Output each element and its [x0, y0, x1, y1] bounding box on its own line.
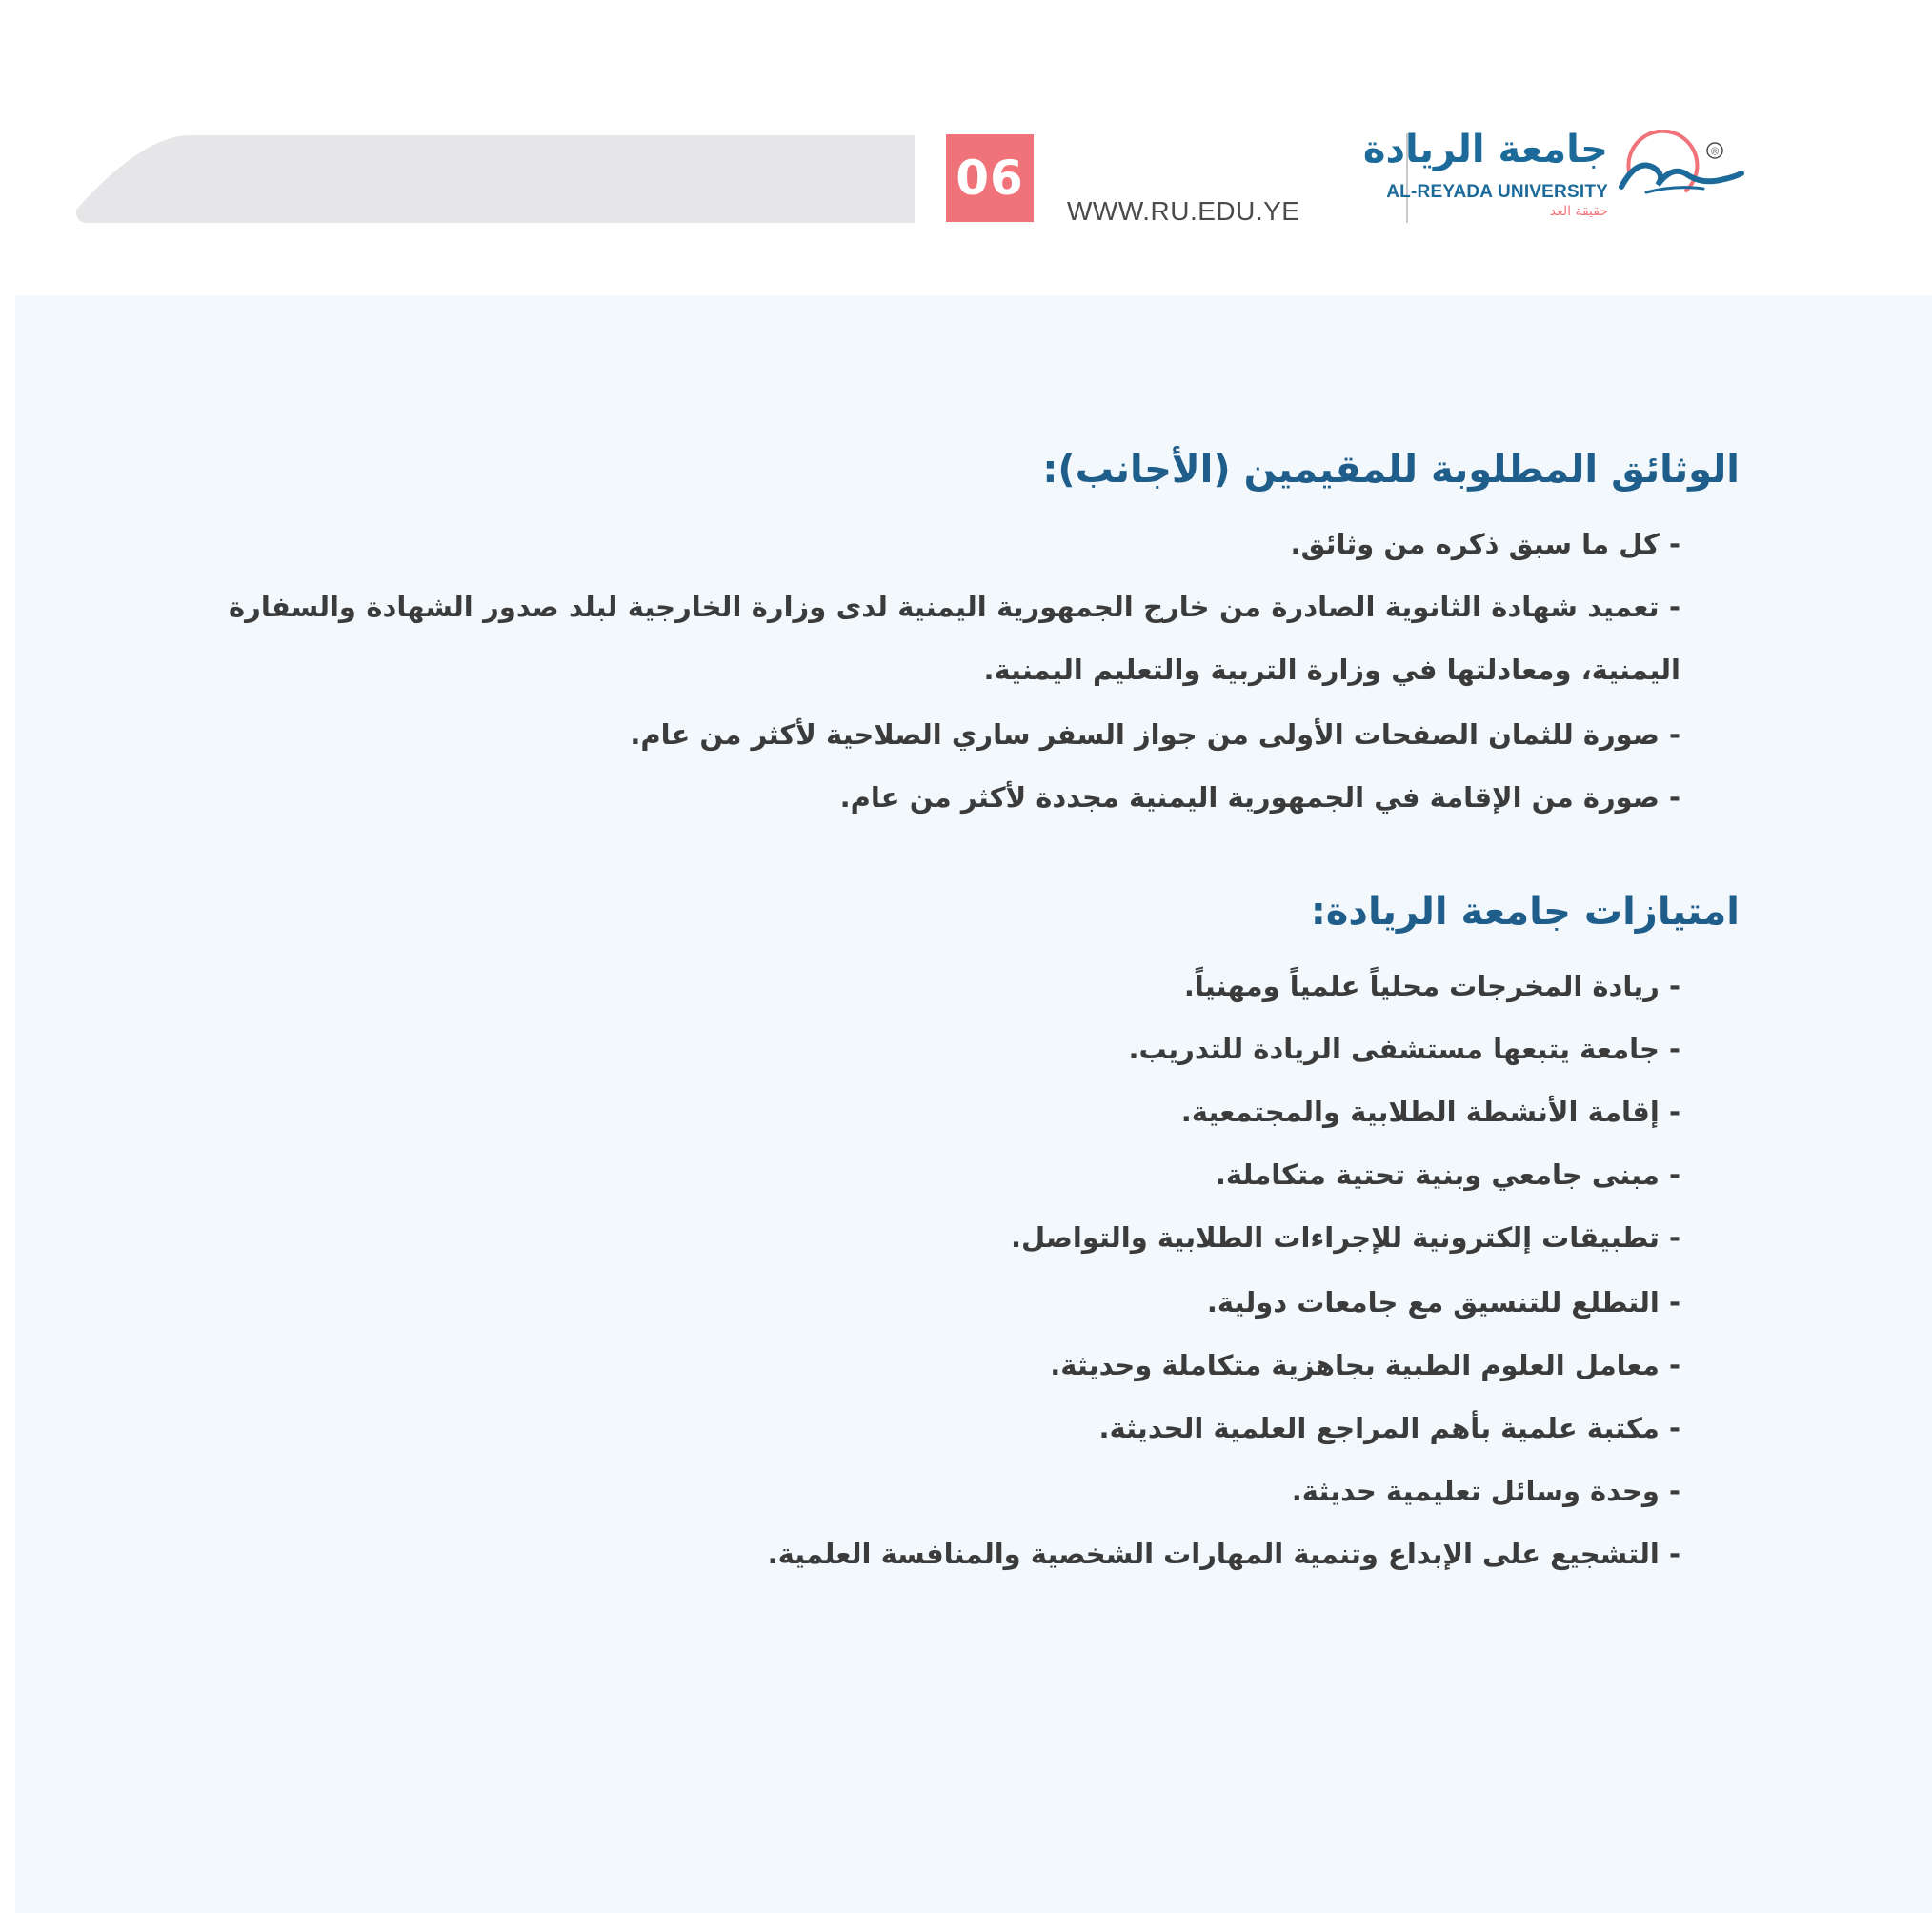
university-logo	[1362, 128, 1749, 232]
list-item: - جامعة يتبعها مستشفى الريادة للتدريب.	[1128, 1033, 1680, 1065]
list-item: - كل ما سبق ذكره من وثائق.	[1290, 528, 1680, 560]
page-content	[15, 295, 1932, 1913]
list-item: - وحدة وسائل تعليمية حديثة.	[1291, 1475, 1680, 1507]
logo-tagline: حقيقة الغد	[1549, 204, 1608, 219]
list-item: - معامل العلوم الطبية بجاهزية متكاملة وحديثة.	[1050, 1349, 1680, 1381]
page-number: 06	[946, 134, 1034, 222]
section-heading-foreign-documents: الوثائق المطلوبة للمقيمين (الأجانب):	[1042, 448, 1740, 492]
list-item: - التشجيع على الإبداع وتنمية المهارات الشخصية والمنافسة العلمية.	[767, 1538, 1680, 1570]
logo-mark-icon	[1608, 130, 1749, 206]
list-item: - تطبيقات إلكترونية للإجراءات الطلابية والتواصل.	[1011, 1221, 1680, 1254]
list-item: - ريادة المخرجات محلياً علمياً ومهنياً.	[1183, 970, 1680, 1002]
page-header	[0, 0, 1932, 295]
logo-name-english: AL-REYADA UNIVERSITY	[1386, 182, 1608, 202]
logo-name-arabic: جامعة الريادة	[1362, 128, 1608, 171]
list-item: - مبنى جامعي وبنية تحتية متكاملة.	[1215, 1158, 1680, 1191]
list-item: - صورة من الإقامة في الجمهورية اليمنية مجددة لأكثر من عام.	[839, 781, 1680, 814]
list-item: - صورة للثمان الصفحات الأولى من جواز السفر ساري الصلاحية لأكثر من عام.	[630, 718, 1680, 751]
list-item: - مكتبة علمية بأهم المراجع العلمية الحديثة.	[1098, 1412, 1680, 1444]
svg-text:®: ®	[1710, 146, 1720, 158]
website-url[interactable]: WWW.RU.EDU.YE	[1067, 196, 1300, 226]
section-heading-university-features: امتيازات جامعة الريادة:	[1310, 890, 1740, 934]
list-item: - إقامة الأنشطة الطلابية والمجتمعية.	[1180, 1096, 1680, 1128]
list-item: - التطلع للتنسيق مع جامعات دولية.	[1206, 1286, 1680, 1319]
header-decorative-bar	[76, 135, 915, 223]
list-item: - تعميد شهادة الثانوية الصادرة من خارج الجمهورية اليمنية لدى وزارة الخارجية لبلد صدور الشهادة والسفارة اليمنية، ومعادلتها في وزارة التربية والتعليم اليمنية.	[229, 591, 1680, 686]
